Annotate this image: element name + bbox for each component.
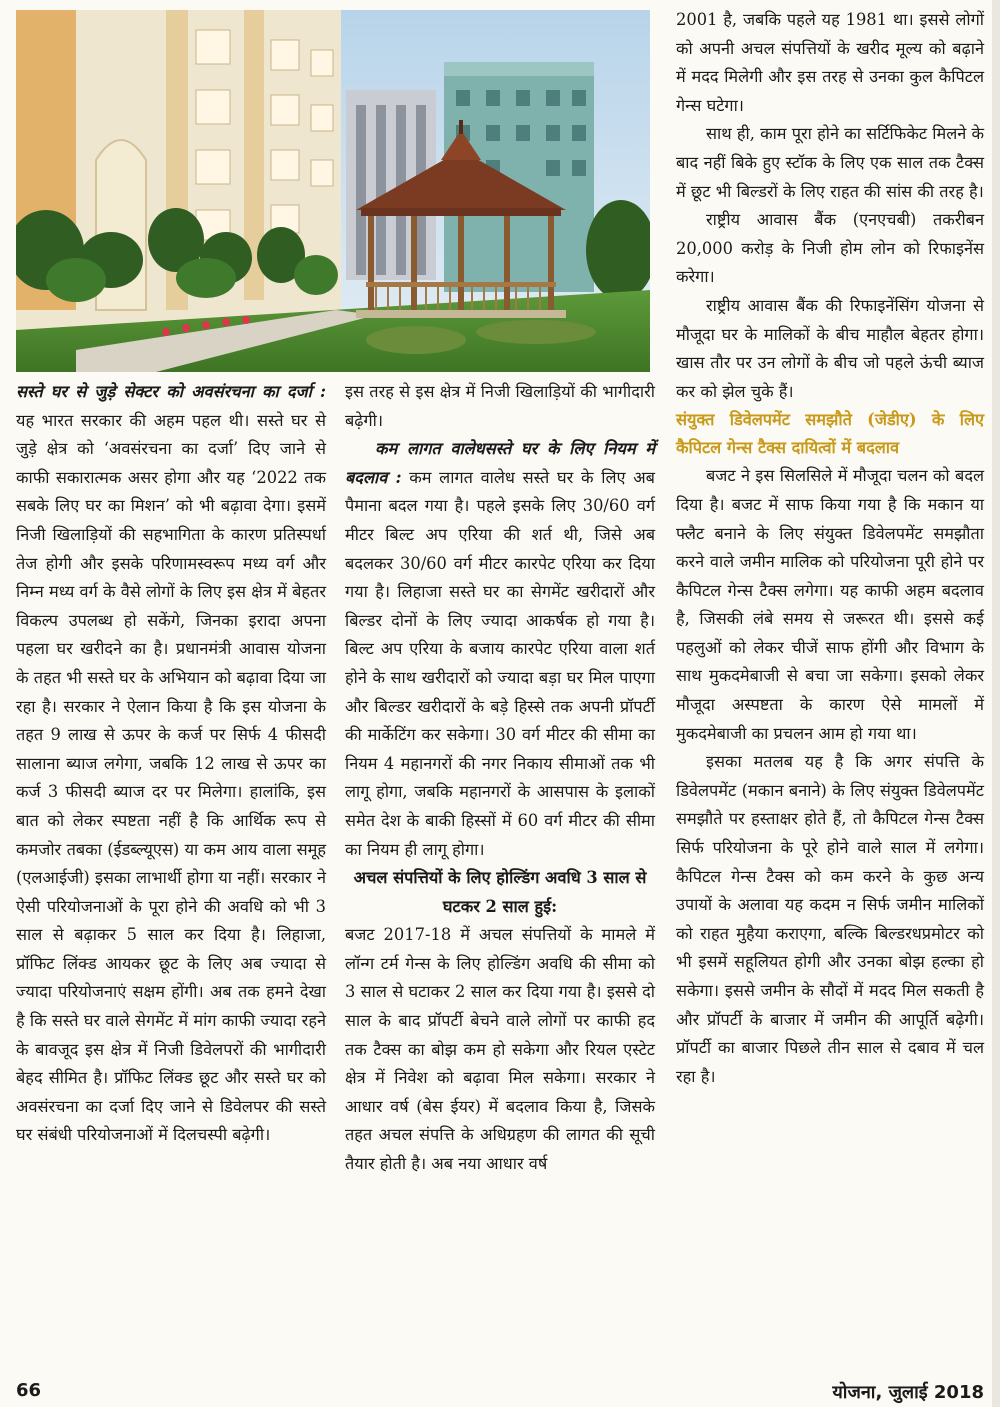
section-rules-change-paragraph [345, 435, 655, 864]
paragraph-jda-meaning: इसका मतलब यह है कि अगर संपत्ति के डिवेलपमेंट (मकान बनाने) के लिए संयुक्त डिवेलपमेंट समझौते पर हस्ताक्षर होते हैं, तो कैपिटल गेन्स टैक्स सिर्फ परियोजना के पूरे होने वाले साल में लगेगा। कैपिटल गेन्स टैक्स को कम करने के कुछ अन्य उपायों के अलावा यह कदम न सिर्फ जमीन मालिकों को राहत मुहैया कराएगा, बल्कि बिल्डरधप्रमोटर को भी इसमें सहूलियत होगी और उनका बोझ हल्का हो सकेगा। इससे जमीन के सौदों में मदद मिल सकती है और प्रॉपर्टी के बाजार में जमीन की आपूर्ति बढ़ेगी। प्रॉपर्टी का बाजार पिछले तीन साल से दबाव में चल रहा है। [676, 752, 984, 1086]
magazine-issue: योजना, जुलाई 2018 [832, 1382, 984, 1403]
page-number: 66 [16, 1380, 42, 1401]
column-2 [345, 378, 655, 1179]
paragraph-budget-jda: बजट ने इस सिलसिले में मौजूदा चलन को बदल दिया है। बजट में साफ किया गया है कि मकान या फ्लैट बनाने के लिए संयुक्त डिवेलपमेंट समझौता करने वाले जमीन मालिक को परियोजना पूरी होने पर कैपिटल गेन्स टैक्स लगेगा। यह काफी अहम बदलाव है, जिसकी लंबे समय से जरूरत थी। इससे कई पहलुओं को लेकर चीजें साफ होंगी और विभाग के साथ मुकदमेबाजी से बचा जा सकेगा। इसको लेकर मौजूदा अस्पष्टता के कारण ऐसे मामलों में मुकदमेबाजी का प्रचलन आम हो गया था। [676, 466, 984, 743]
column-3 [676, 6, 984, 1091]
page-edge [992, 0, 1000, 1407]
housing-photo [16, 10, 650, 372]
heading-jda-capital-gains: संयुक्त डिवेलपमेंट समझौते (जेडीए) के लिए कैपिटल गेन्स टैक्स दायित्वों में बदलाव [676, 410, 984, 458]
paragraph-rules-change-body: कम लागत वालेध सस्ते घर के लिए अब पैमाना बदल गया है। पहले इसके लिए 30/60 वर्ग मीटर बिल्ट अप एरिया की शर्त थी, जिसे अब बदलकर 30/60 वर्ग मीटर कारपेट एरिया कर दिया गया है। लिहाजा सस्ते घर का सेगमेंट खरीदारों और बिल्डर दोनों के लिए ज्यादा आकर्षक हो गया है। बिल्ट अप एरिया के बजाय कारपेट एरिया वाला शर्त होने के साथ खरीदारों को ज्यादा बड़ा घर मिल पाएगा और बिल्डर खरीदारों के बड़े हिस्से तक अपनी प्रॉपर्टी की मार्केटिंग कर सकेगा। 30 वर्ग मीटर की सीमा का नियम 4 महानगरों की नगर निकाय सीमाओं तक भी लागू होगा, जबकि महानगरों के आसपास के इलाकों समेत देश के बाकी हिस्सों में 60 वर्ग मीटर की सीमा का नियम ही लागू होगा। [345, 467, 655, 859]
paragraph-private-participation: इस तरह से इस क्षेत्र में निजी खिलाड़ियों की भागीदारी बढ़ेगी। [345, 382, 655, 430]
column-1 [16, 378, 326, 1150]
heading-holding-period: अचल संपत्तियों के लिए होल्डिंग अवधि 3 साल से घटकर 2 साल हुई: [353, 868, 647, 916]
paragraph-nhb-refinance: राष्ट्रीय आवास बैंक (एनएचबी) तकरीबन 20,000 करोड़ के निजी होम लोन को रिफाइनेंस करेगा। [676, 210, 984, 287]
housing-illustration [16, 10, 650, 372]
paragraph-base-year: 2001 है, जबकि पहले यह 1981 था। इससे लोगों को अपनी अचल संपत्तियों के खरीद मूल्य को बढ़ाने में मदद मिलेगी और इस तरह से उनका कुल कैपिटल गेन्स घटेगा। [676, 10, 984, 115]
heading-infrastructure-status: सस्ते घर से जुड़े सेक्टर को अवसंरचना का दर्जा : [16, 382, 326, 401]
paragraph-completion-certificate: साथ ही, काम पूरा होने का सर्टिफिकेट मिलने के बाद नहीं बिके हुए स्टॉक के लिए एक साल तक टैक्स में छूट भी बिल्डरों के लिए राहत की सांस की तरह है। [676, 124, 984, 201]
section-affordable-infra-paragraph [16, 378, 326, 1150]
paragraph-nhb-scheme: राष्ट्रीय आवास बैंक की रिफाइनेंसिंग योजना से मौजूदा घर के मालिकों के बीच माहौल बेहतर होगा। खास तौर पर उन लोगों के बीच जो पहले ऊंची ब्याज कर को झेल चुके हैं। [676, 295, 984, 401]
paragraph-infrastructure-body: यह भारत सरकार की अहम पहल थी। सस्ते घर से जुड़े क्षेत्र को ‘अवसंरचना का दर्जा’ दिए जाने से काफी सकारात्मक असर होगा और यह ‘2022 तक सबके लिए घर का मिशन’ को भी बढ़ावा देगा। इसमें निजी खिलाड़ियों की सहभागिता के कारण प्रतिस्पर्धा तेज होगी और इसके परिणामस्वरूप मध्य वर्ग और निम्न मध्य वर्ग के वैसे लोगों के लिए इस क्षेत्र में बेहतर विकल्प उपलब्ध हो सकेंगे, जिनका इरादा अपना पहला घर खरीदने का है। प्रधानमंत्री आवास योजना के तहत भी सस्ते घर के अभियान को बढ़ावा दिया जा रहा है। सरकार ने ऐलान किया है कि इस योजना के तहत 9 लाख से ऊपर के कर्ज पर सिर्फ 4 फीसदी सालाना ब्याज लगेगा, जबकि 12 लाख से ऊपर का कर्ज 3 फीसदी ब्याज दर पर मिलेगा। हालांकि, इस बात को लेकर स्पष्टता नहीं है कि आर्थिक रूप से कमजोर तबका (ईडब्ल्यूएस) या कम आय वाला समूह (एलआईजी) इसका लाभार्थी होगा या नहीं। सरकार ने ऐसी परियोजनाओं के पूरा होने की अवधि को भी 3 साल से बढ़ाकर 5 साल कर दिया है। लिहाजा, प्रॉफिट लिंक्ड आयकर छूट के लिए अब ज्यादा से ज्यादा परियोजनाएं सक्षम होंगी। अब तक हमने देखा है कि सस्ते घर वाले सेगमेंट में मांग काफी ज्यादा रहने के बावजूद इस क्षेत्र में निजी डिवेलपरों की भागीदारी बेहद सीमित है। प्रॉफिट लिंक्ड छूट और सस्ते घर को अवसंरचना का दर्जा दिए जाने से डिवेलपर की सस्ते घर संबंधी परियोजनाओं में दिलचस्पी बढ़ेगी। [16, 410, 326, 1145]
paragraph-holding-period: बजट 2017-18 में अचल संपत्तियों के मामले में लॉन्ग टर्म गेन्स के लिए होल्डिंग अवधि की सीमा को 3 साल से घटाकर 2 साल कर दिया गया है। इससे दो साल के बाद प्रॉपर्टी बेचने वाले लोगों पर काफी हद तक टैक्स का बोझ कम हो सकेगा और रियल एस्टेट क्षेत्र में निवेश को बढ़ावा मिल सकेगा। सरकार ने आधार वर्ष (बेस ईयर) में बदलाव किया है, जिसके तहत अचल संपत्ति के अधिग्रहण की लागत की सूची तैयार होती है। अब नया आधार वर्ष [345, 925, 655, 1174]
heading-rules-change: कम लागत वालेधसस्ते घर के लिए नियम में बदलाव : [345, 439, 655, 487]
